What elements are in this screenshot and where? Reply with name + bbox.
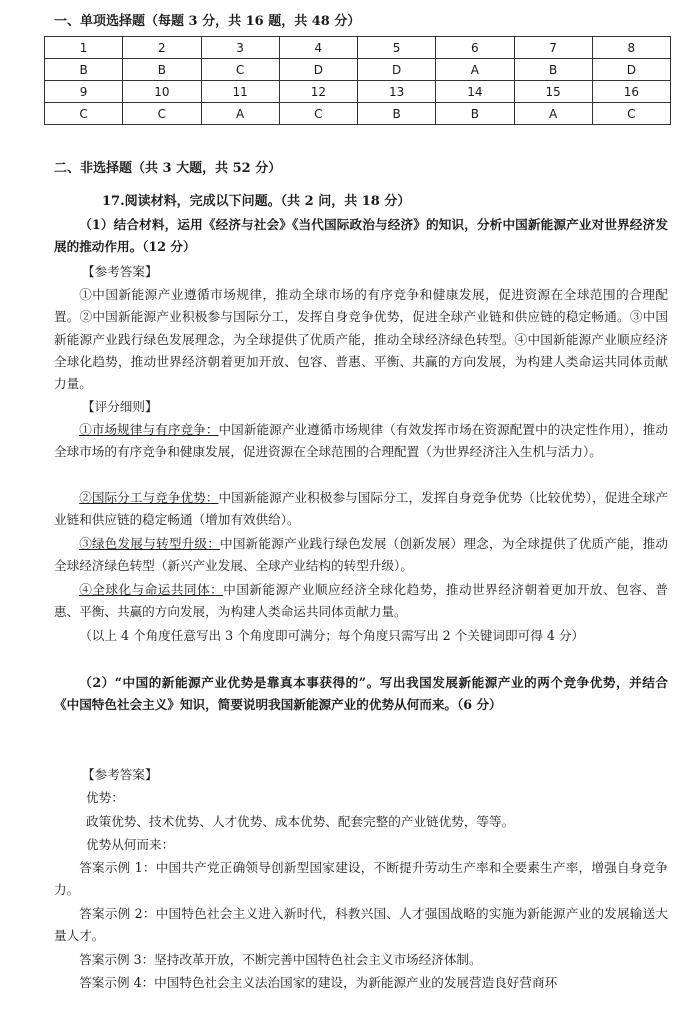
question-number-cell: 13 [358, 81, 436, 103]
rubric-key: ②国际分工与竞争优势： [79, 490, 219, 505]
rubric-item-4 [54, 579, 668, 624]
question-17-title: 17.阅读材料，完成以下问题。（共 2 问，共 18 分） [102, 194, 411, 209]
rubric-text: 中国新能源产业遵循市场规律（有效发挥市场在资源配置中的决定性作用），推动全球市场的有序竞争和健康发展，促进资源在全球范围的合理配置（为世界经济注入生机与活力）。 [54, 422, 669, 460]
question-number-cell: 2 [123, 37, 201, 59]
rubric-text: 中国新能源产业顺应经济全球化趋势，推动世界经济朝着更加开放、包容、普惠、平衡、共赢的方向发展，为构建人类命运共同体贡献力量。 [54, 582, 669, 620]
question-number-cell: 5 [358, 37, 436, 59]
answer-cell: D [279, 59, 357, 81]
rubric-item-2 [54, 487, 668, 532]
reference-answer-label: 【参考答案】 [82, 264, 158, 279]
advantage-text: 政策优势、技术优势、人才优势、成本优势、配套完整的产业链优势，等等。 [86, 814, 515, 829]
answer-cell: A [436, 59, 514, 81]
answer-cell: D [592, 59, 670, 81]
answer-cell: B [45, 59, 123, 81]
rubric-key: ④全球化与命运共同体： [79, 582, 224, 597]
question-number-cell: 6 [436, 37, 514, 59]
rubric-text: 中国新能源产业积极参与国际分工，发挥自身竞争优势（比较优势），促进全球产业链和供应链的稳定畅通（增加有效供给）。 [54, 490, 669, 528]
answer-cell: D [358, 59, 436, 81]
answer-example-2: 答案示例 2：中国特色社会主义进入新时代，科教兴国、人才强国战略的实施为新能源产业的发展输送大量人才。 [54, 906, 668, 944]
rubric-item-1 [54, 419, 668, 464]
rubric-key: ①市场规律与有序竞争： [79, 422, 219, 437]
question-number-cell: 4 [279, 37, 357, 59]
question-number-cell: 3 [201, 37, 279, 59]
answer-cell: C [279, 103, 357, 125]
answer-cell: C [45, 103, 123, 125]
question-number-cell: 8 [592, 37, 670, 59]
question-number-row [45, 81, 671, 103]
question-1-answer: ①中国新能源产业遵循市场规律，推动全球市场的有序竞争和健康发展，促进资源在全球范围的合理配置。②中国新能源产业积极参与国际分工，发挥自身竞争优势，促进全球产业链和供应链的稳定畅通。③中国新能源产业践行绿色发展理念，为全球提供了优质产能，推动全球经济绿色转型。④中国新能源产业顺应经济全球化趋势，推动世界经济朝着更加开放、包容、普惠、平衡、共赢的方向发展，为构建人类命运共同体贡献力量。 [54, 287, 668, 392]
answer-cell: B [358, 103, 436, 125]
rubric-text: 中国新能源产业践行绿色发展（创新发展）理念，为全球提供了优质产能，推动全球经济绿色转型（新兴产业发展、全球产业结构的转型升级）。 [54, 536, 669, 574]
answer-key-table [44, 36, 671, 125]
answer-cell: B [123, 59, 201, 81]
answer-cell: C [123, 103, 201, 125]
advantage-label: 优势： [86, 790, 124, 805]
answer-example-4: 答案示例 4：中国特色社会主义法治国家的建设，为新能源产业的发展营造良好营商环 [79, 975, 558, 990]
answer-row [45, 103, 671, 125]
question-number-cell: 14 [436, 81, 514, 103]
answer-cell: A [201, 103, 279, 125]
source-label: 优势从何而来： [86, 837, 175, 852]
answer-cell: A [514, 103, 592, 125]
question-number-cell: 16 [592, 81, 670, 103]
question-number-row [45, 37, 671, 59]
question-number-cell: 10 [123, 81, 201, 103]
rubric-item-3 [54, 533, 668, 578]
rubric-key: ③绿色发展与转型升级： [79, 536, 221, 551]
rubric-note: （以上 4 个角度任意写出 3 个角度即可满分；每个角度只需写出 2 个关键词即可得 4 分） [79, 628, 585, 643]
answer-example-1: 答案示例 1：中国共产党正确领导创新型国家建设，不断提升劳动生产率和全要素生产率，增强自身竞争力。 [54, 860, 668, 898]
question-number-cell: 9 [45, 81, 123, 103]
answer-cell: B [436, 103, 514, 125]
section1-title: 一、单项选择题（每题 3 分，共 16 题，共 48 分） [54, 14, 361, 29]
answer-example-3: 答案示例 3：坚持改革开放，不断完善中国特色社会主义市场经济体制。 [79, 952, 482, 967]
rubric-label: 【评分细则】 [82, 399, 158, 414]
question-number-cell: 1 [45, 37, 123, 59]
reference-answer-label-2: 【参考答案】 [82, 767, 158, 782]
question-number-cell: 7 [514, 37, 592, 59]
question-number-cell: 11 [201, 81, 279, 103]
answer-cell: B [514, 59, 592, 81]
answer-cell: C [592, 103, 670, 125]
answer-row [45, 59, 671, 81]
question-number-cell: 12 [279, 81, 357, 103]
question-1-prompt: （1）结合材料，运用《经济与社会》《当代国际政治与经济》的知识，分析中国新能源产业对世界经济发展的推动作用。（12 分） [54, 217, 668, 255]
question-2-prompt: （2）“中国的新能源产业优势是靠真本事获得的”。写出我国发展新能源产业的两个竞争优势，并结合《中国特色社会主义》知识，简要说明我国新能源产业的优势从何而来。（6 分） [54, 675, 668, 713]
answer-cell: C [201, 59, 279, 81]
section2-title: 二、非选择题（共 3 大题，共 52 分） [54, 161, 282, 176]
question-number-cell: 15 [514, 81, 592, 103]
